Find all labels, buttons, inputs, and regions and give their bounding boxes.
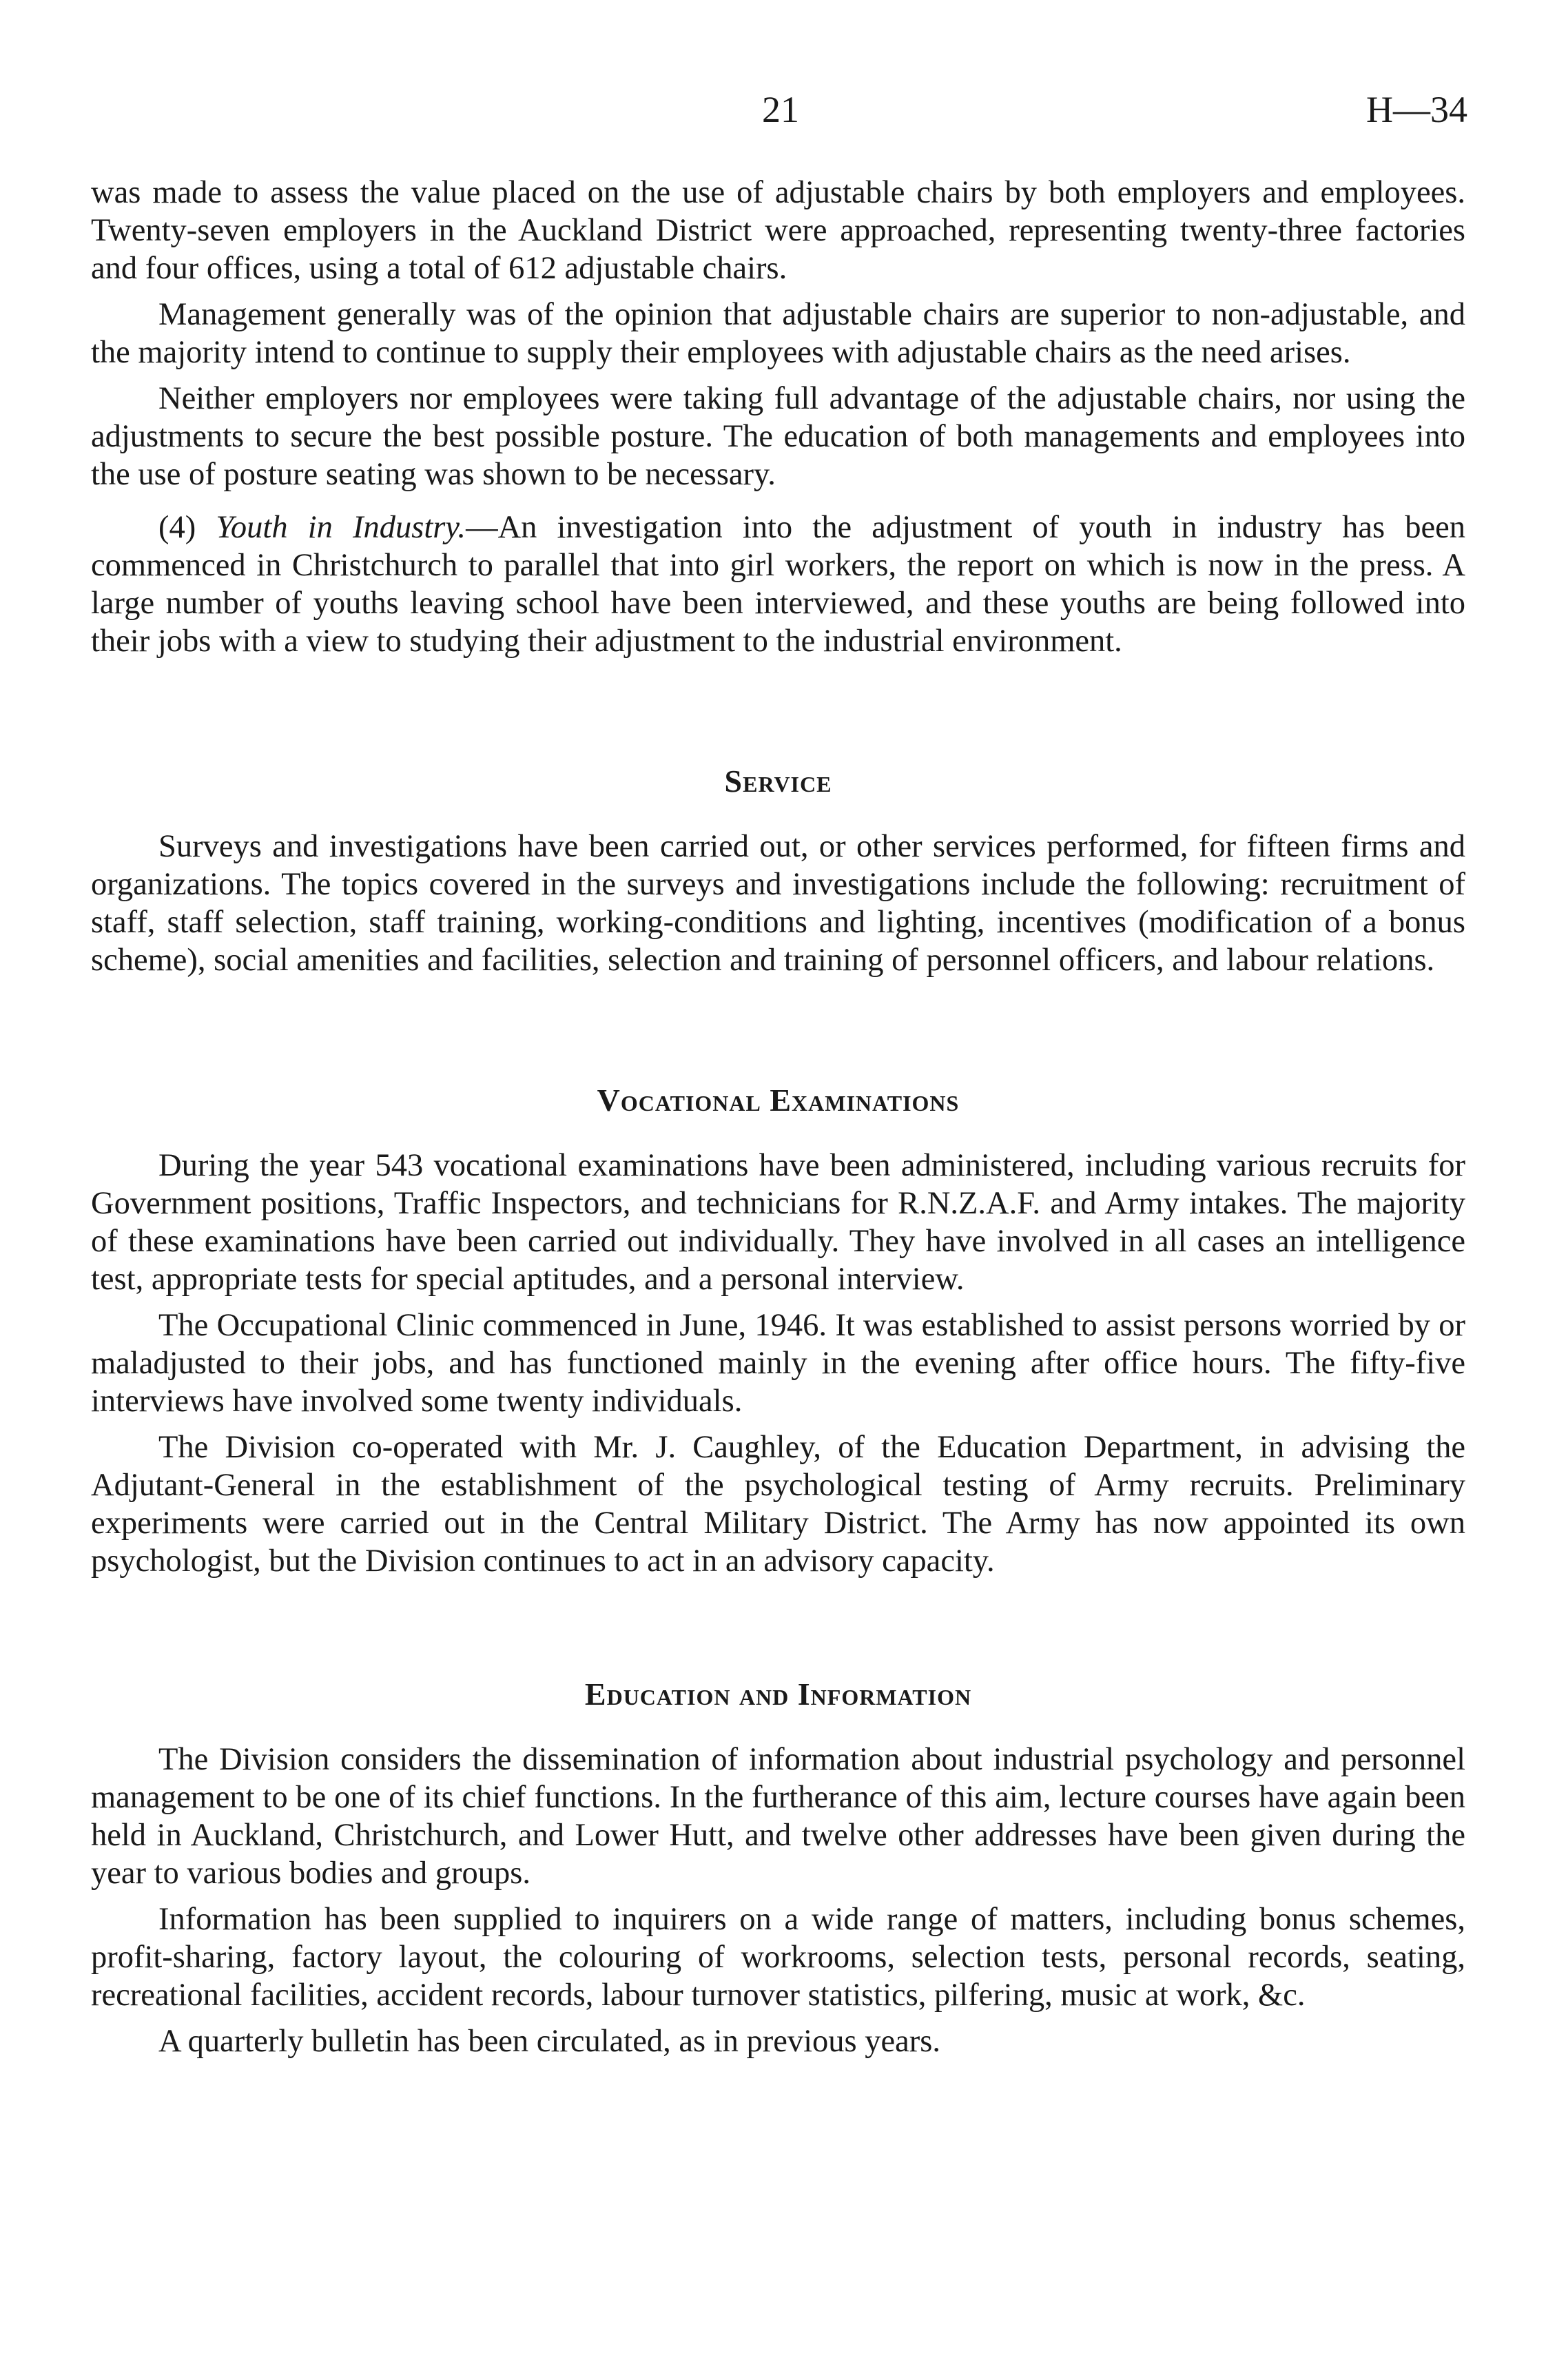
paragraph-army-testing: The Division co-operated with Mr. J. Caughley, of the Education Department, in advising the Adjutant-General in the establishment of the psychological testing of Army recruits. Preliminary experiments were carried out in the Central Military District. The Army has now appointed its own psychologist, but the Division continues to act in an advisory capacity. <box>91 1430 1465 1579</box>
paragraph-quarterly-bulletin: A quarterly bulletin has been circulated, as in previous years. <box>158 2024 941 2059</box>
paragraph-vocational-examinations: During the year 543 vocational examinations have been administered, including various recruits for Government positions, Traffic Inspectors, and technicians for R.N.Z.A.F. and Army intakes. The majority of these examinations have been carried out individually. They have involved in all cases an intelligence test, appropriate tests for special aptitudes, and a personal interview. <box>91 1148 1465 1297</box>
youth-item-number: (4) <box>158 510 216 545</box>
paragraph-management-opinion: Management generally was of the opinion that adjustable chairs are superior to non-adjustable, and the majority intend to continue to supply their employees with adjustable chairs as the need arises. <box>91 297 1465 370</box>
section-heading-service: Service <box>724 763 832 799</box>
paragraph-chairs-survey: was made to assess the value placed on the use of adjustable chairs by both employers and employees. Twenty-seven employers in the Auckland District were approached, representing twenty-three factories and four offices, using a total of 612 adjustable chairs. <box>91 175 1465 286</box>
section-heading-education-information: Education and Information <box>584 1676 972 1712</box>
page-header <box>0 88 1546 143</box>
paragraph-occupational-clinic: The Occupational Clinic commenced in June, 1946. It was established to assist persons worried by or maladjusted to their jobs, and has functioned mainly in the evening after office hours. The fifty-five interviews have involved some twenty individuals. <box>91 1308 1465 1419</box>
paragraph-service-surveys: Surveys and investigations have been carried out, or other services performed, for fifteen firms and organizations. The topics covered in the surveys and investigations include the following: recruitment of staff, staff selection, staff training, working-conditions and lighting, incentives (modification of a bonus scheme), social amenities and facilities, selection and training of personnel officers, and labour relations. <box>91 829 1465 978</box>
paragraph-posture-education: Neither employers nor employees were taking full advantage of the adjustable chairs, nor using the adjustments to secure the best possible posture. The education of both managements and employees into the use of posture seating was shown to be necessary. <box>91 381 1465 492</box>
paragraph-youth-in-industry <box>91 509 1465 660</box>
youth-in-industry-text: —An investigation into the adjustment of youth in industry has been commenced in Christchurch to parallel that into girl workers, the report on which is now in the press. A large number of youths leaving school have been interviewed, and these youths are being followed into their jobs with a view to studying their adjustment to the industrial environment. <box>91 510 1465 659</box>
document-reference: H—34 <box>1366 89 1467 130</box>
body-text <box>91 174 1465 2060</box>
page-number: 21 <box>762 89 799 130</box>
section-heading-vocational-examinations: Vocational Examinations <box>597 1083 960 1118</box>
paragraph-dissemination: The Division considers the dissemination of information about industrial psychology and personnel management to be one of its chief functions. In the furtherance of this aim, lecture courses have again been held in Auckland, Christchurch, and Lower Hutt, and twelve other addresses have been given during the year to various bodies and groups. <box>91 1742 1465 1891</box>
paragraph-inquiries: Information has been supplied to inquirers on a wide range of matters, including bonus schemes, profit-sharing, factory layout, the colouring of workrooms, selection tests, personal records, seating, recreational facilities, accident records, labour turnover statistics, pilfering, music at work, &c. <box>91 1902 1465 2013</box>
youth-in-industry-title: Youth in Industry. <box>216 510 466 545</box>
